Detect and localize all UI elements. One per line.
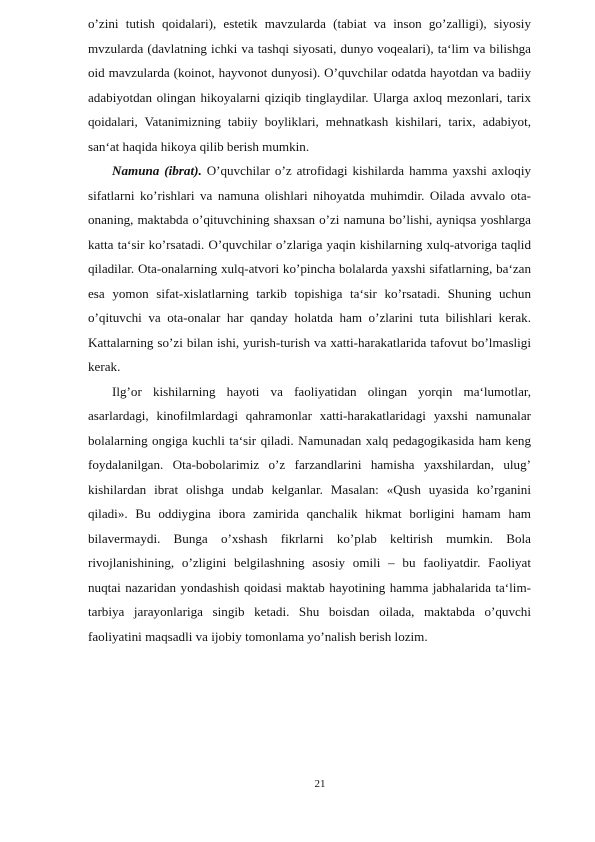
paragraph-3: Ilg’or kishilarning hayoti va faoliyatidan olingan yorqin ma‘lumotlar, asarlardagi, kinofilmlardagi qahramonlar xatti-harakatlaridagi yaxshi namunalar bolalarning ongiga kuchli ta‘sir qiladi. Namunadan xalq pedagogikasida ham keng foydalanilgan. Ota-bobolarimiz o’z farzandlarini hamisha yaxshilardan, ulug’ kishilardan ibrat olishga undab kelganlar. Masalan: «Qush uyasida ko’rganini qiladi». Bu oddiygina ibora zamirida qanchalik hikmat borligini hamam ham bilavermaydi. Bunga o’xshash fikrlarni ko’plab keltirish mumkin. Bola rivojlanishining, o’zligini belgilashning asosiy omili – bu faoliyatdir. Faoliyat nuqtai nazaridan yondashish qoidasi maktab hayotining hamma jabhalarida ta‘lim-tarbiya jarayonlariga singib ketadi. Shu boisdan oilada, maktabda o’quvchi faoliyatini maqsadli va ijobiy tomonlama yo’nalish berish lozim. — [88, 383, 531, 644]
paragraph-2 — [88, 159, 531, 380]
document-body — [88, 12, 531, 649]
paragraph-1: o’zini tutish qoidalari), estetik mavzularda (tabiat va inson go’zalligi), siyosiy mvzularda (davlatning ichki va tashqi siyosati, dunyo voqealari), ta‘lim va bilishga oid mavzularda (koinot, hayvonot dunyosi). O’quvchilar odatda hayotdan va badiiy adabiyotdan olingan hikoyalarni qiziqib tinglaydilar. Ularga axloq mezonlari, tarix qoidalari, Vatanimizning tabiiy boyliklari, mehnatkash kishilari, tarix, adabiyot, san‘at haqida hikoya qilib berish mumkin. — [88, 16, 531, 154]
paragraph-2-term: Namuna (ibrat). — [112, 163, 202, 178]
page-number: 21 — [314, 778, 326, 790]
paragraph-2-text: O’quvchilar o’z atrofidagi kishilarda hamma yaxshi axloqiy sifatlarni ko’rishlari va namuna olishlari nihoyatda muhimdir. Oilada avvalo ota-onaning, maktabda o’qituvchining shaxsan o’zi namuna bo’lishi, ayniqsa yoshlarga katta ta‘sir ko’rsatadi. O’quvchilar o’zlariga yaqin kishilarning xulq-atvoriga taqlid qiladilar. Ota-onalarning xulq-atvori ko’pincha bolalarda yaxshi sifatlarning, ba‘zan esa yomon sifat-xislatlarning tarkib topishiga ta‘sir ko’rsatadi. Shuning uchun o’qituvchi va ota-onalar har qanday holatda ham o’zlarini tuta bilishlari kerak. Kattalarning so’zi bilan ishi, yurish-turish va xatti-harakatlarida tafovut bo’lmasligi kerak. — [88, 163, 532, 374]
